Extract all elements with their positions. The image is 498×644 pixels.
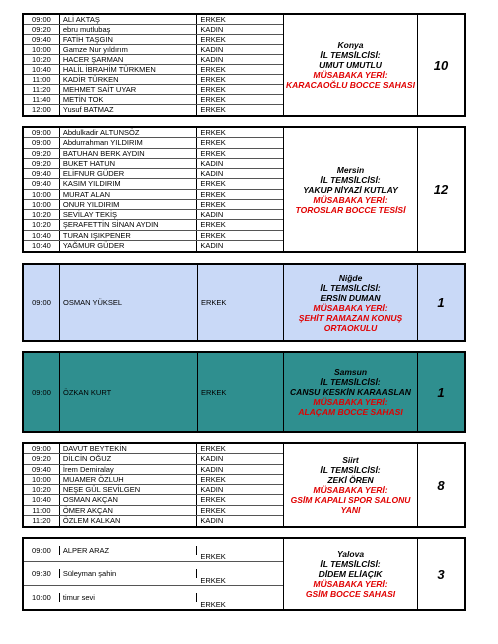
- time-cell: 09:00: [24, 128, 60, 137]
- participant-row: [24, 241, 283, 251]
- sex-cell: ERKEK: [200, 148, 226, 158]
- time-cell: 09:00: [24, 138, 60, 147]
- name-cell: FATİH TAŞGIN: [60, 35, 197, 44]
- time-cell: 10:20: [24, 220, 60, 229]
- participant-row: [24, 105, 283, 115]
- participant-count: 12: [433, 182, 449, 197]
- name-cell: MEHMET SAİT UYAR: [60, 85, 197, 94]
- block-nigde: [22, 263, 466, 342]
- participant-row: [24, 475, 283, 485]
- participant-row: [24, 55, 283, 65]
- name-cell: KADİR TÜRKEN: [60, 75, 197, 84]
- sex-cell: ERKEK: [200, 505, 226, 515]
- participant-row: [24, 159, 283, 169]
- participant-row: [24, 516, 283, 526]
- city-name: Yalova: [336, 549, 365, 559]
- participant-row: [24, 210, 283, 220]
- participant-list: [24, 444, 284, 526]
- sex-cell: KADIN: [200, 25, 224, 34]
- name-cell: DAVUT BEYTEKİN: [60, 444, 197, 453]
- province-info: [284, 265, 418, 340]
- time-cell: 11:20: [24, 516, 60, 526]
- sex-cell: ERKEK: [198, 353, 284, 431]
- venue-label: MÜSABAKA YERİ:: [313, 70, 388, 80]
- venue-label: MÜSABAKA YERİ:: [313, 579, 388, 589]
- sex-cell: KADIN: [200, 240, 224, 250]
- sex-cell: ERKEK: [200, 179, 226, 189]
- rep-name: CANSU KESKİN KARAASLAN: [290, 387, 411, 397]
- participant-list: [24, 15, 284, 115]
- participant-row: [24, 65, 283, 75]
- time-cell: 10:00: [24, 475, 60, 484]
- name-cell: Abdurrahman YILDIRIM: [60, 138, 197, 147]
- block-siirt: [22, 442, 466, 528]
- time-cell: 10:00: [24, 190, 60, 199]
- name-cell: KASIM YILDIRIM: [60, 179, 197, 188]
- sex-cell: ERKEK: [200, 95, 226, 104]
- block-samsun: [22, 351, 466, 433]
- time-cell: 09:40: [24, 35, 60, 44]
- sex-cell: ERKEK: [200, 75, 226, 84]
- time-cell: 09:40: [24, 465, 60, 474]
- participant-row: [24, 485, 283, 495]
- name-cell: BUKET HATUN: [60, 159, 197, 168]
- time-cell: 10:40: [24, 231, 60, 240]
- participant-row: [24, 85, 283, 95]
- participant-row: [24, 149, 283, 159]
- time-cell: 09:00: [24, 444, 60, 453]
- participant-row: [24, 220, 283, 230]
- sex-cell: ERKEK: [200, 575, 226, 585]
- participant-row: [24, 190, 283, 200]
- time-cell: 09:00: [24, 15, 60, 24]
- participant-row: [24, 231, 283, 241]
- name-cell: NEŞE GÜL SEVİLGEN: [60, 485, 197, 494]
- time-cell: 09:20: [24, 149, 60, 158]
- participant-list: [24, 128, 284, 251]
- participant-row: [24, 75, 283, 85]
- sex-cell: ERKEK: [200, 105, 226, 114]
- sex-cell: ERKEK: [200, 138, 226, 148]
- participant-count: 8: [437, 477, 445, 493]
- name-cell: DİLCİN OĞUZ: [60, 454, 197, 463]
- participant-count: 3: [437, 566, 445, 582]
- time-cell: 11:00: [24, 75, 60, 84]
- name-cell: ALPER ARAZ: [60, 546, 197, 555]
- name-cell: Abdulkadir ALTUNSÖZ: [60, 128, 197, 137]
- rep-name: ERSİN DUMAN: [320, 292, 381, 303]
- venue-name: ALAÇAM BOCCE SAHASI: [298, 407, 403, 417]
- city-name: Siirt: [342, 455, 359, 465]
- time-cell: 09:00: [24, 353, 60, 431]
- sex-cell: ERKEK: [200, 35, 226, 44]
- time-cell: 09:20: [24, 25, 60, 34]
- participant-row: [24, 465, 283, 475]
- venue-name: ŞEHİT RAMAZAN KONUŞ ORTAOKULU: [298, 312, 403, 333]
- city-name: Samsun: [333, 367, 368, 377]
- sex-cell: ERKEK: [200, 230, 226, 240]
- participant-row: [24, 45, 283, 55]
- time-cell: 10:20: [24, 485, 60, 494]
- sex-cell: ERKEK: [200, 444, 226, 453]
- participant-count: 10: [433, 57, 449, 73]
- name-cell: MURAT ALAN: [60, 190, 197, 199]
- time-cell: 09:30: [24, 569, 60, 578]
- block-mersin: [22, 126, 466, 253]
- participant-row: [24, 138, 283, 148]
- time-cell: 10:00: [24, 593, 60, 602]
- name-cell: SEVİLAY TEKİŞ: [60, 210, 197, 219]
- sex-cell: ERKEK: [200, 474, 226, 484]
- time-cell: 11:00: [24, 506, 60, 515]
- participant-row: [24, 444, 283, 454]
- name-cell: HALİL İBRAHİM TÜRKMEN: [60, 65, 197, 74]
- sex-cell: KADIN: [200, 55, 224, 64]
- time-cell: 10:40: [24, 495, 60, 504]
- sex-cell: ERKEK: [200, 128, 226, 137]
- participant-row: [24, 586, 283, 609]
- province-info: [284, 128, 418, 251]
- name-cell: OSMAN YÜKSEL: [60, 265, 198, 340]
- venue-label: MÜSABAKA YERİ:: [313, 302, 388, 313]
- rep-name: YAKUP NİYAZİ KUTLAY: [303, 184, 398, 195]
- rep-label: İL TEMSİLCİSİ:: [320, 377, 381, 387]
- time-cell: 10:20: [24, 55, 60, 64]
- name-cell: ALİ AKTAŞ: [60, 15, 197, 24]
- block-yalova: [22, 537, 466, 611]
- participant-row: [24, 506, 283, 516]
- sex-cell: KADIN: [200, 45, 224, 54]
- participant-row: [24, 539, 283, 562]
- province-info: [284, 539, 418, 609]
- name-cell: İrem Demiralay: [60, 465, 197, 474]
- sex-cell: KADIN: [200, 454, 224, 464]
- time-cell: 09:40: [24, 179, 60, 188]
- name-cell: timur sevi: [60, 593, 197, 602]
- venue-label: MÜSABAKA YERİ:: [313, 194, 388, 205]
- rep-label: İL TEMSİLCİSİ:: [320, 465, 381, 475]
- name-cell: YAĞMUR GÜDER: [60, 241, 197, 251]
- sex-cell: ERKEK: [200, 552, 226, 562]
- name-cell: TURAN IŞIKPENER: [60, 231, 197, 240]
- name-cell: Süleyman şahin: [60, 569, 197, 578]
- participant-row: [24, 169, 283, 179]
- rep-label: İL TEMSİLCİSİ:: [320, 50, 381, 60]
- sex-cell: ERKEK: [200, 199, 226, 209]
- name-cell: ÖZLEM KALKAN: [60, 516, 197, 526]
- name-cell: MUAMER ÖZLUH: [60, 475, 197, 484]
- sex-cell: KADIN: [200, 169, 224, 178]
- time-cell: 09:00: [24, 265, 60, 340]
- name-cell: ÖMER AKÇAN: [60, 506, 197, 515]
- time-cell: 10:20: [24, 210, 60, 219]
- time-cell: 11:20: [24, 85, 60, 94]
- participant-row: [24, 95, 283, 105]
- venue-name: KARACAOĞLU BOCCE SAHASI: [286, 80, 415, 90]
- city-name: Konya: [337, 40, 364, 50]
- name-cell: Yusuf BATMAZ: [60, 105, 197, 115]
- sex-cell: KADIN: [200, 464, 224, 474]
- participant-row: [24, 200, 283, 210]
- block-konya: [22, 13, 466, 117]
- sex-cell: ERKEK: [198, 265, 284, 340]
- rep-name: UMUT UMUTLU: [319, 60, 382, 70]
- venue-name: TOROSLAR BOCCE TESİSİ: [295, 204, 406, 215]
- name-cell: BATUHAN BERK AYDIN: [60, 149, 197, 158]
- name-cell: ELİFNUR GÜDER: [60, 169, 197, 178]
- time-cell: 10:40: [24, 65, 60, 74]
- sex-cell: KADIN: [200, 485, 224, 494]
- sex-cell: ERKEK: [200, 220, 226, 230]
- sex-cell: KADIN: [200, 158, 224, 168]
- venue-name: GSİM KAPALI SPOR SALONU YANI: [290, 495, 411, 515]
- time-cell: 09:40: [24, 169, 60, 178]
- city-name: Niğde: [338, 272, 363, 283]
- name-cell: OSMAN AKÇAN: [60, 495, 197, 504]
- venue-label: MÜSABAKA YERİ:: [313, 397, 388, 407]
- name-cell: ebru mutlubaş: [60, 25, 197, 34]
- venue-label: MÜSABAKA YERİ:: [313, 485, 388, 495]
- participant-row: [24, 353, 284, 431]
- participant-count: 1: [437, 384, 445, 400]
- participant-row: [24, 35, 283, 45]
- venue-name: GSİM BOCCE SAHASI: [305, 589, 396, 599]
- participant-row: [24, 15, 283, 25]
- sex-cell: KADIN: [200, 210, 224, 219]
- sex-cell: ERKEK: [200, 85, 226, 94]
- time-cell: 09:00: [24, 546, 60, 555]
- province-info: [284, 353, 418, 431]
- time-cell: 09:20: [24, 159, 60, 168]
- participant-row: [24, 128, 283, 138]
- sex-cell: ERKEK: [200, 65, 226, 74]
- city-name: Mersin: [336, 164, 365, 175]
- rep-name: ZEKİ ÖREN: [327, 475, 374, 485]
- province-info: [284, 444, 418, 526]
- participant-row: [24, 454, 283, 464]
- name-cell: Gamze Nur yıldırım: [60, 45, 197, 54]
- rep-label: İL TEMSİLCİSİ:: [320, 174, 381, 185]
- sex-cell: ERKEK: [200, 599, 226, 609]
- rep-label: İL TEMSİLCİSİ:: [320, 559, 381, 569]
- rep-name: DİDEM ELİAÇIK: [318, 569, 383, 579]
- participant-row: [24, 25, 283, 35]
- time-cell: 10:00: [24, 200, 60, 209]
- province-info: [284, 15, 418, 115]
- participant-row: [24, 265, 284, 340]
- time-cell: 10:00: [24, 45, 60, 54]
- participant-row: [24, 495, 283, 505]
- time-cell: 12:00: [24, 105, 60, 115]
- rep-label: İL TEMSİLCİSİ:: [320, 282, 381, 293]
- participant-row: [24, 562, 283, 585]
- time-cell: 09:20: [24, 454, 60, 463]
- participant-count: 1: [437, 295, 445, 310]
- sex-cell: ERKEK: [200, 189, 226, 199]
- name-cell: ŞERAFETTİN SİNAN AYDIN: [60, 220, 197, 229]
- name-cell: METİN TOK: [60, 95, 197, 104]
- sex-cell: ERKEK: [200, 495, 226, 505]
- sex-cell: KADIN: [200, 515, 224, 525]
- name-cell: ÖZKAN KURT: [60, 353, 198, 431]
- participant-row: [24, 179, 283, 189]
- sex-cell: ERKEK: [200, 15, 226, 24]
- time-cell: 11:40: [24, 95, 60, 104]
- participant-list: [24, 539, 284, 609]
- time-cell: 10:40: [24, 241, 60, 251]
- name-cell: HACER ŞARMAN: [60, 55, 197, 64]
- name-cell: ONUR YILDIRIM: [60, 200, 197, 209]
